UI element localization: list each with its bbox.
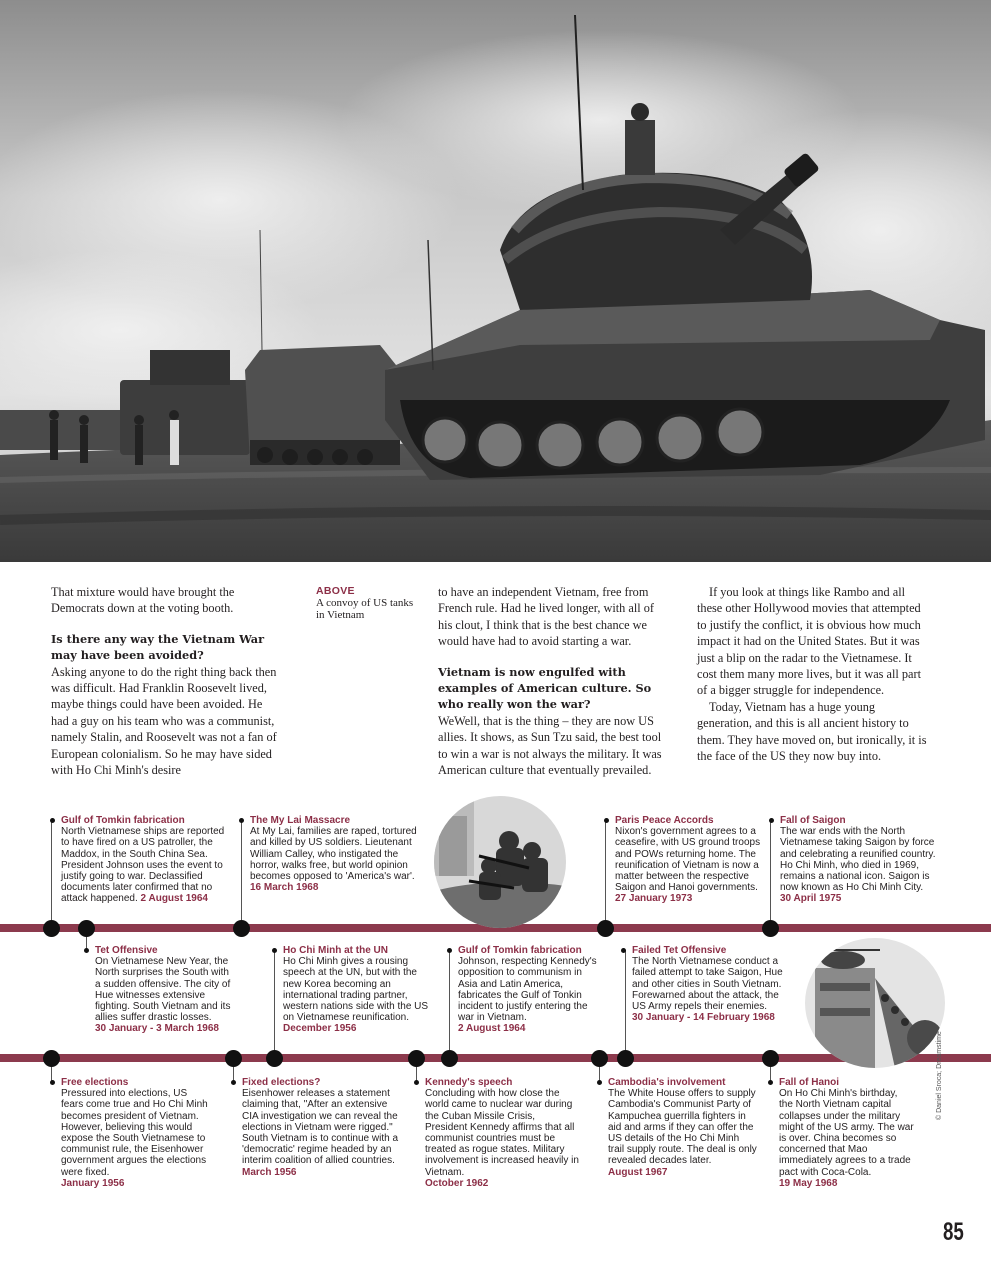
event-title: Ho Chi Minh at the UN bbox=[283, 945, 388, 956]
timeline-dot bbox=[591, 1050, 608, 1067]
event-date: 30 January - 14 February 1968 bbox=[632, 1012, 775, 1024]
hero-photo bbox=[0, 0, 991, 562]
timeline-event bbox=[283, 945, 433, 1035]
bullet-dot bbox=[231, 1080, 236, 1085]
caption-label: ABOVE bbox=[316, 585, 355, 597]
event-title: Fall of Saigon bbox=[780, 815, 846, 826]
article-column-3 bbox=[697, 584, 929, 764]
event-date: 16 March 1968 bbox=[250, 882, 319, 894]
paragraph: If you look at things like Rambo and all these other Hollywood movies that attempted to justify the conflict, it is obvious how much impact it had on the United States. But it was just a blip on the radar to the Vietnamese. It cost them many more lives, but it was all part of a bigger struggle for independence. bbox=[697, 585, 922, 698]
timeline-dot bbox=[225, 1050, 242, 1067]
soldiers-photo bbox=[434, 796, 566, 928]
paragraph: That mixture would have brought the Democrats down at the voting booth. bbox=[51, 585, 235, 616]
timeline-event bbox=[61, 815, 231, 905]
bullet-dot bbox=[84, 948, 89, 953]
photo-credit: © Daniel Sroca; Dreamstime bbox=[936, 1031, 943, 1120]
timeline-stem bbox=[770, 822, 771, 927]
bullet-dot bbox=[768, 1080, 773, 1085]
timeline-stem bbox=[449, 950, 450, 1058]
helicopter-evacuation-photo bbox=[805, 938, 945, 1068]
event-body: Concluding with how close the world came to nuclear war during the Cuban Missile Crisis, President Kennedy affirms that all communist countries must be treated as rogue states. Military involvement is increased heavily in Vietnam. bbox=[425, 1088, 579, 1178]
event-title: Fall of Hanoi bbox=[779, 1077, 839, 1088]
event-date: 30 April 1975 bbox=[780, 893, 842, 905]
timeline-dot bbox=[762, 1050, 779, 1067]
event-body: North Vietnamese ships are reported to have fired on a US patroller, the Maddox, in the South China Sea. President Johnson uses the event to justify going to war. Declassified documents later confirmed that no attack happened. bbox=[61, 826, 225, 905]
timeline-dot bbox=[617, 1050, 634, 1067]
event-title: The My Lai Massacre bbox=[250, 815, 351, 826]
event-date: 30 January - 3 March 1968 bbox=[95, 1023, 219, 1035]
timeline-dot bbox=[408, 1050, 425, 1067]
page-number: 85 bbox=[943, 1218, 964, 1246]
event-title: Gulf of Tomkin fabrication bbox=[458, 945, 582, 956]
event-body: The White House offers to supply Cambodia's Communist Party of Kampuchea guerrilla fighters in aid and arms if they can offer the US details of the Ho Chi Minh trail supply route. The deal is only revealed decades later. bbox=[608, 1088, 757, 1167]
interview-question: Is there any way the Vietnam War may have been avoided? bbox=[51, 631, 265, 663]
timeline-stem bbox=[274, 950, 275, 1058]
event-title: Fixed elections? bbox=[242, 1077, 321, 1088]
timeline-dot bbox=[266, 1050, 283, 1067]
timeline-dot bbox=[597, 920, 614, 937]
timeline-event bbox=[632, 945, 787, 1023]
timeline-dot bbox=[43, 1050, 60, 1067]
event-date: August 1967 bbox=[608, 1166, 668, 1178]
bullet-dot bbox=[769, 818, 774, 823]
article-column-1 bbox=[51, 584, 283, 778]
event-date: 27 January 1973 bbox=[615, 893, 693, 905]
helicopter-photo-image bbox=[805, 938, 945, 1068]
event-title: Cambodia's involvement bbox=[608, 1077, 726, 1088]
timeline-event bbox=[458, 945, 598, 1035]
tank-convoy-photo bbox=[0, 0, 991, 562]
timeline-event bbox=[779, 1077, 914, 1189]
event-body: On Vietnamese New Year, the North surprises the South with a sudden offensive. The city of Hue witnesses extensive fighting. South Vietnam and its allies suffer drastic losses. bbox=[95, 956, 231, 1024]
event-date: March 1956 bbox=[242, 1166, 297, 1178]
event-date: 2 August 1964 bbox=[458, 1023, 526, 1035]
timeline-dot bbox=[441, 1050, 458, 1067]
timeline-stem bbox=[241, 822, 242, 927]
timeline-event bbox=[61, 1077, 211, 1189]
timeline-event bbox=[242, 1077, 402, 1178]
bullet-dot bbox=[272, 948, 277, 953]
event-date: October 1962 bbox=[425, 1177, 489, 1189]
event-title: Tet Offensive bbox=[95, 945, 158, 956]
photo-caption bbox=[316, 585, 416, 621]
event-body: On Ho Chi Minh's birthday, the North Vietnam capital collapses under the military might of the US army. The war is over. China becomes so concerned that Mao immediately agrees to a trade pact with Coca-Cola. bbox=[779, 1088, 914, 1178]
paragraph: to have an independent Vietnam, free from French rule. Had he lived longer, with all of his clout, I think that is the best chance we would have had to avoid starting a war. bbox=[438, 585, 655, 649]
event-title: Paris Peace Accords bbox=[615, 815, 714, 826]
timeline-dot bbox=[233, 920, 250, 937]
bullet-dot bbox=[414, 1080, 419, 1085]
event-body: The war ends with the North Vietnamese taking Saigon by force and celebrating a reunified country. Ho Chi Minh, who died in 1969, remains a national icon. Saigon is now known as Ho Chi Minh City. bbox=[780, 826, 936, 894]
event-title: Failed Tet Offensive bbox=[632, 945, 727, 956]
bullet-dot bbox=[447, 948, 452, 953]
soldiers-photo-image bbox=[434, 796, 566, 928]
event-title: Free elections bbox=[61, 1077, 129, 1088]
article-column-2 bbox=[438, 584, 670, 778]
paragraph: WeWell, that is the thing – they are now US allies. It shows, as Sun Tzu said, the best tool to win a war is not always the military. It was American culture that eventually prevailed. bbox=[438, 713, 662, 778]
event-date: January 1956 bbox=[61, 1177, 125, 1189]
bullet-dot bbox=[239, 818, 244, 823]
paragraph: Asking anyone to do the right thing back then was difficult. Had Franklin Roosevelt lived, maybe things could have been avoided. He had a guy on his team who was a communist, namely Stalin, and Roosevelt was not a fan of European colonialism. So he may have sided with Ho Chi Minh's desire bbox=[51, 664, 277, 778]
timeline-event bbox=[608, 1077, 758, 1178]
paragraph: Today, Vietnam has a huge young generation, and this is all ancient history to them. They have moved on, but ironically, it is the face of the US they now buy into. bbox=[697, 699, 927, 764]
timeline-stem bbox=[605, 822, 606, 927]
event-body: Eisenhower releases a statement claiming that, "After an extensive CIA investigation we can reveal the elections in Vietnam were rigged." South Vietnam is to continue with a 'democratic' regime headed by an interim coalition of allied countries. bbox=[242, 1088, 399, 1167]
interview-question: Vietnam is now engulfed with examples of American culture. So who really won the war? bbox=[438, 664, 652, 712]
event-title: Kennedy's speech bbox=[425, 1077, 513, 1088]
timeline-event bbox=[250, 815, 420, 893]
event-body: Johnson, respecting Kennedy's opposition to communism in Asia and Latin America, fabricates the Gulf of Tonkin incident to justify entering the war in Vietnam. bbox=[458, 956, 597, 1024]
timeline-dot bbox=[43, 920, 60, 937]
event-date: 19 May 1968 bbox=[779, 1177, 838, 1189]
timeline-event bbox=[425, 1077, 580, 1189]
timeline-dot bbox=[762, 920, 779, 937]
bullet-dot bbox=[50, 818, 55, 823]
event-date: December 1956 bbox=[283, 1023, 357, 1035]
event-title: Gulf of Tomkin fabrication bbox=[61, 815, 185, 826]
timeline-event bbox=[615, 815, 767, 905]
timeline-stem bbox=[625, 950, 626, 1058]
timeline-event bbox=[95, 945, 235, 1035]
event-date: 2 August 1964 bbox=[140, 893, 208, 905]
bullet-dot bbox=[621, 948, 626, 953]
bullet-dot bbox=[50, 1080, 55, 1085]
event-body: Nixon's government agrees to a ceasefire, with US ground troops and POWs returning home. The reunification of Vietnam is now a matter between the respective Saigon and Hanoi governments. bbox=[615, 826, 761, 894]
timeline-stem bbox=[51, 822, 52, 927]
event-body: Pressured into elections, US fears come true and Ho Chi Minh becomes president of Vietnam. However, believing this would expose the South Vietnamese to communist rule, the Eisenhower government argues the elections were fixed. bbox=[61, 1088, 208, 1178]
timeline-dot bbox=[78, 920, 95, 937]
bullet-dot bbox=[604, 818, 609, 823]
event-body: Ho Chi Minh gives a rousing speech at the UN, but with the new Korea becoming an international trading partner, western nations side with the US on Vietnamese reunification. bbox=[283, 956, 429, 1024]
event-body: At My Lai, families are raped, tortured and killed by US soldiers. Lieutenant William Calley, who instigated the horror, walks free, but world opinion becomes opposed to 'America's war'. bbox=[250, 826, 417, 883]
caption-text: A convoy of US tanks in Vietnam bbox=[316, 597, 414, 621]
timeline-event bbox=[780, 815, 940, 905]
event-body: The North Vietnamese conduct a failed attempt to take Saigon, Hue and other cities in South Vietnam. Forewarned about the attack, the US Army repels their enemies. bbox=[632, 956, 783, 1013]
bullet-dot bbox=[597, 1080, 602, 1085]
